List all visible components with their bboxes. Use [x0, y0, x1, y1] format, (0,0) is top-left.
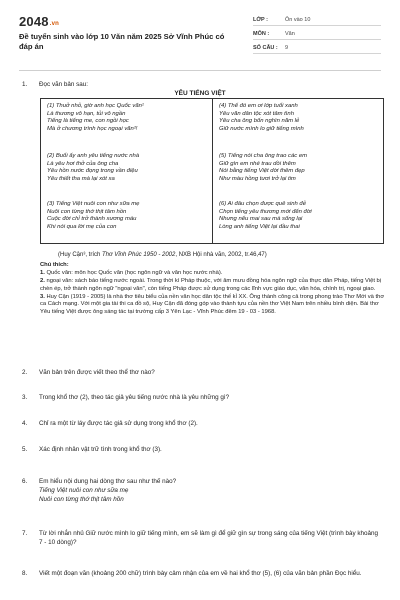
citation-prefix: (Huy Cận³, trích: [58, 252, 103, 258]
header-divider: [19, 70, 381, 71]
stanza-line: Nhưng nếu mai sau mà sống lại: [219, 216, 303, 223]
footnote-1: [40, 270, 385, 278]
stanza-line: Là yêu hơi thở của ông cha: [47, 160, 119, 167]
stanza-1: [47, 103, 212, 133]
question-number: 1.: [22, 81, 28, 88]
question-text: Trong khổ thơ (2), theo tác giả yêu tiếng nước nhà là yêu những gì?: [39, 394, 230, 401]
stanza-line: (4) Thế đó em ơi lớp tuổi xanh: [219, 103, 298, 109]
stanza-line: Mà ở chương trình học ngoại văn²!: [47, 125, 138, 132]
logo-text: 2048: [19, 14, 49, 29]
stanza-line: Nói bằng tiếng Việt dời thêm đẹp: [219, 168, 305, 175]
stanza-line: Giữ gìn em nhé trau dồi thêm: [219, 160, 296, 167]
stanza-line: Là thương vô hạn, tủi vô ngần: [47, 110, 126, 117]
document-title: Đề tuyển sinh vào lớp 10 Văn năm 2025 Sở Vĩnh Phúc có đáp án: [19, 32, 225, 51]
footnote-number: 3.: [40, 293, 45, 300]
question-number: 6.: [22, 478, 28, 485]
stanza-line: Lòng anh tiếng Việt lại đầu thai: [219, 223, 300, 230]
logo-suffix: .vn: [49, 21, 60, 27]
stanza-line: (2) Buổi ấy anh yêu tiếng nước nhà: [47, 153, 140, 159]
question-text: Đọc văn bản sau:: [39, 81, 89, 88]
poem-citation: [58, 252, 388, 258]
footnote-number: 2.: [40, 278, 45, 284]
meta-panel: [253, 12, 381, 54]
stanza-4: [219, 103, 384, 133]
question-text: Văn bản trên được viết theo thể thơ nào?: [39, 369, 155, 376]
question-number: 5.: [22, 446, 28, 453]
stanza-5: [219, 153, 384, 183]
question-text: [39, 478, 379, 504]
question-number: 3.: [22, 394, 28, 401]
meta-value-mon: Văn: [285, 31, 295, 37]
stanza-line: (6) Ai đâu chọn được quê sinh đẻ: [219, 201, 306, 207]
poem-title: YÊU TIẾNG VIỆT: [174, 90, 226, 97]
stanza-2: [47, 153, 212, 183]
question-number: 4.: [22, 420, 28, 427]
question-number: 8.: [22, 570, 28, 577]
meta-value-socau: 9: [285, 45, 289, 51]
meta-value-lop: Ôn vào 10: [285, 17, 311, 23]
stanza-line: Yêu hồn nước đọng trong vần điệu: [47, 168, 138, 175]
stanza-line: Khi nói qua lời mẹ của con: [47, 223, 117, 230]
stanza-line: Nuôi con từng thớ thịt tâm hồn: [47, 208, 127, 215]
stanza-line: Yêu văn dân tộc xót tâm tình: [219, 110, 294, 117]
stanza-6: [219, 201, 384, 231]
footnote-number: 1.: [40, 270, 45, 276]
meta-label-lop: LỚP :: [253, 17, 268, 23]
footnotes: [40, 262, 385, 317]
stanza-line: Yêu thiết tha mà lại xót xa: [47, 175, 115, 182]
quoted-line: Nuôi con từng thớ thịt tâm hồn: [39, 495, 124, 503]
stanza-3: [47, 201, 212, 231]
stanza-line: Giữ nước mình lo giữ tiếng mình: [219, 125, 304, 132]
question-text: Từ lời nhắn nhủ Giữ nước mình lo giữ tiếng mình, em sẽ làm gì để giữ gìn sự trong sáng của tiếng Việt (trình bày khoảng 7 - 10 dòng)?: [39, 530, 379, 546]
citation-book: Thơ Vĩnh Phúc 1950 - 2002: [102, 252, 176, 258]
site-logo[interactable]: [19, 14, 59, 29]
page-header: [0, 0, 400, 66]
stanza-line: Chọn tiếng yêu thương mới đến đời: [219, 208, 312, 215]
question-text: Viết một đoạn văn (khoảng 200 chữ) trình bày cảm nhận của em về hai khổ thơ (5), (6) của văn bản phần Đọc hiểu.: [39, 570, 362, 577]
stanza-line: Như màu hồng tươi trở lại tim: [219, 175, 296, 182]
footnote-text: Huy Cận (1919 - 2005) là nhà thơ tiêu biểu của nền văn học dân tộc thế kỉ XX. Ông thành công cả trong phong trào Thơ Mới và thơ ca Cách mạng. Với một gia tài thi ca đồ sộ, Huy Cận đã đóng góp vào thành tựu của nền thơ Việt Nam trên nhiều bình diện. Bài thơ Yêu tiếng Việt được ông sáng tác tại trường cấp 3 Yên Lạc - Vĩnh Phúc đêm 19 - 03 - 1968.: [40, 293, 385, 315]
notes-title: Chú thích:: [40, 262, 69, 268]
stanza-line: Tiếng là tiếng me, con ngồi học: [47, 118, 129, 125]
citation-suffix: , NXB Hội nhà văn, 2002, tr.46,47): [175, 252, 267, 258]
stanza-line: Yêu cha ông bốn nghìn năm lẻ: [219, 118, 300, 125]
meta-row-lop: [253, 12, 381, 26]
meta-label-mon: MÔN :: [253, 31, 270, 37]
question-number: 7.: [22, 530, 28, 537]
meta-label-socau: SỐ CÂU :: [253, 45, 278, 51]
stanza-line: (5) Tiếng nói cha ông trao các em: [219, 153, 308, 159]
meta-row-socau: [253, 40, 381, 54]
stanza-line: Cuộc đời chỉ trở thành xương máu: [47, 216, 137, 223]
stanza-line: (1) Thuở nhỏ, giờ anh học Quốc văn¹: [47, 103, 144, 109]
poem-column-divider: [212, 99, 213, 243]
question-number: 2.: [22, 369, 28, 376]
stanza-line: (3) Tiếng Việt nuôi con như sữa mẹ: [47, 201, 140, 207]
footnote-text: ngoại văn: sách báo tiếng nước ngoài. Trong thời kì Pháp thuộc, với âm mưu đồng hóa ngôn ngữ của thực dân Pháp, tiếng Việt bị chèn ép, trở thành ngôn ngữ "ngoại văn", còn tiếng Pháp được sử dụng trong các lĩnh vực giáo dục, văn hóa, chính trị, ngoại giao.: [40, 278, 382, 292]
question-text: Chỉ ra một từ láy được tác giả sử dụng trong khổ thơ (2).: [39, 420, 198, 427]
footnote-2: [40, 278, 385, 293]
poem-table: [40, 98, 384, 244]
question-text: Xác định nhân vật trữ tình trong khổ thơ (3).: [39, 446, 162, 453]
meta-row-mon: [253, 26, 381, 40]
question-prompt: Em hiểu nội dung hai dòng thơ sau như thế nào?: [39, 478, 177, 485]
quoted-line: Tiếng Việt nuôi con như sữa mẹ: [39, 486, 129, 494]
footnote-text: Quốc văn: môn học Quốc văn (học ngôn ngữ và văn học nước nhà).: [46, 270, 223, 276]
footnote-3: [40, 294, 385, 317]
